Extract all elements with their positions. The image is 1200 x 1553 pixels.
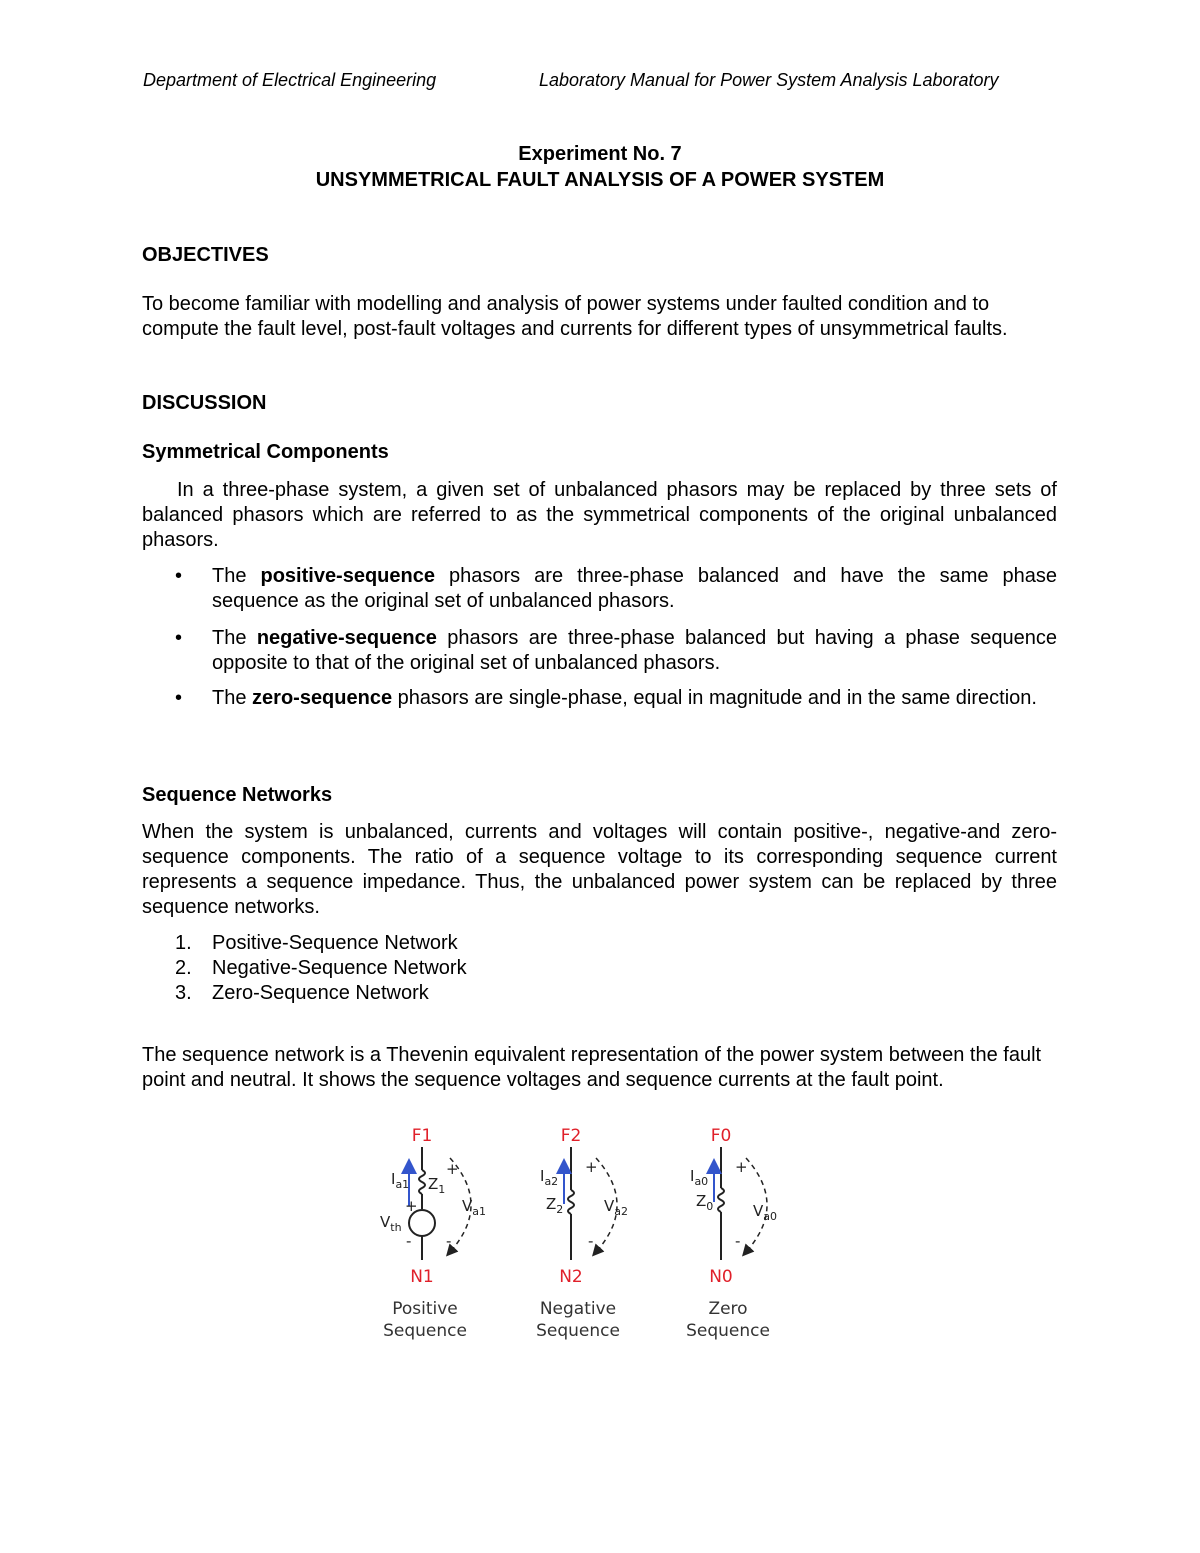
caption-negative: Negative: [539, 1299, 617, 1319]
symmetrical-components-heading: Symmetrical Components: [142, 441, 389, 463]
bullet-marker: •: [175, 565, 183, 587]
plus-sign: +: [585, 1158, 598, 1176]
current-label: $I_{a2}$: [540, 1167, 559, 1188]
plus-sign: +: [446, 1160, 459, 1178]
caption-positive: Positive: [392, 1299, 458, 1319]
plus-sign: +: [735, 1158, 748, 1176]
node-n1: N1: [410, 1267, 434, 1287]
voltage-label: $V_{a2}$: [604, 1197, 629, 1218]
zero-sequence-network: [686, 1126, 777, 1341]
node-n2: N2: [559, 1267, 583, 1287]
current-label: $I_{a1}$: [391, 1170, 410, 1191]
experiment-title: UNSYMMETRICAL FAULT ANALYSIS OF A POWER SYSTEM: [315, 169, 885, 191]
node-f0: F0: [710, 1126, 732, 1146]
bullet-zero-sequence: The zero-sequence phasors are single-phase, equal in magnitude and in the same direction.: [212, 687, 1037, 709]
negative-sequence-network: [536, 1126, 628, 1341]
node-f1: F1: [411, 1126, 433, 1146]
impedance-coil: [419, 1170, 425, 1194]
discussion-heading: DISCUSSION: [142, 392, 267, 414]
symmetrical-intro: In a three-phase system, a given set of unbalanced phasors may be replaced by three sets of balanced phasors which are referred to as the symmetrical components of the original unbalanced phasors.: [142, 479, 1057, 551]
list-number: 2.: [175, 957, 192, 979]
minus-sign: -: [735, 1232, 741, 1250]
source-minus-sign: -: [406, 1232, 412, 1250]
minus-sign: -: [588, 1232, 594, 1250]
node-n0: N0: [709, 1267, 733, 1287]
voltage-label: $V_{a1}$: [462, 1197, 487, 1218]
caption-sequence: Sequence: [686, 1321, 770, 1341]
sequence-networks-diagram: [360, 1120, 800, 1350]
header-department: Department of Electrical Engineering: [143, 70, 437, 90]
current-label: $I_{a0}$: [690, 1167, 709, 1188]
node-f2: F2: [560, 1126, 582, 1146]
thevenin-text: The sequence network is a Thevenin equivalent representation of the power system between the fault point and neutral. It shows the sequence voltages and sequence currents at the fault point.: [142, 1044, 1042, 1091]
list-item-zero-network: Zero-Sequence Network: [212, 982, 429, 1004]
thevenin-voltage-label: $V_{th}$: [380, 1213, 402, 1234]
caption-sequence: Sequence: [536, 1321, 620, 1341]
objectives-text: To become familiar with modelling and analysis of power systems under faulted condition and to compute the fault level, post-fault voltages and currents for different types of unsymmetrical faults.: [142, 293, 1008, 340]
source-plus-sign: +: [405, 1197, 418, 1215]
bullet-positive-sequence: The positive-sequence phasors are three-phase balanced and have the same phase sequence as the original set of unbalanced phasors.: [212, 565, 1057, 612]
sequence-networks-text: When the system is unbalanced, currents and voltages will contain positive-, negative-and zero-sequence components. The ratio of a sequence voltage to its corresponding sequence current represents a sequence impedance. Thus, the unbalanced power system can be replaced by three sequence networks.: [142, 821, 1057, 918]
list-number: 3.: [175, 982, 192, 1004]
impedance-coil: [718, 1188, 724, 1212]
impedance-coil: [568, 1190, 574, 1214]
sequence-networks-heading: Sequence Networks: [142, 784, 333, 806]
impedance-label: $Z_2$: [546, 1195, 564, 1216]
list-item-positive-network: Positive-Sequence Network: [212, 932, 458, 954]
header-manual-title: Laboratory Manual for Power System Analysis Laboratory: [539, 70, 999, 90]
caption-sequence: Sequence: [383, 1321, 467, 1341]
impedance-label: $Z_1$: [428, 1175, 446, 1196]
list-number: 1.: [175, 932, 192, 954]
experiment-number: Experiment No. 7: [518, 143, 682, 165]
list-item-negative-network: Negative-Sequence Network: [212, 957, 467, 979]
bullet-negative-sequence: The negative-sequence phasors are three-phase balanced but having a phase sequence opposite to that of the original set of unbalanced phasors.: [212, 627, 1057, 674]
impedance-label: $Z_0$: [696, 1192, 714, 1213]
objectives-heading: OBJECTIVES: [142, 244, 269, 266]
bullet-marker: •: [175, 627, 183, 649]
positive-sequence-network: [380, 1126, 486, 1341]
minus-sign: -: [446, 1232, 452, 1250]
caption-zero: Zero: [708, 1299, 748, 1319]
bullet-marker: •: [175, 687, 183, 709]
voltage-label: $V_{a0}$: [753, 1202, 778, 1223]
